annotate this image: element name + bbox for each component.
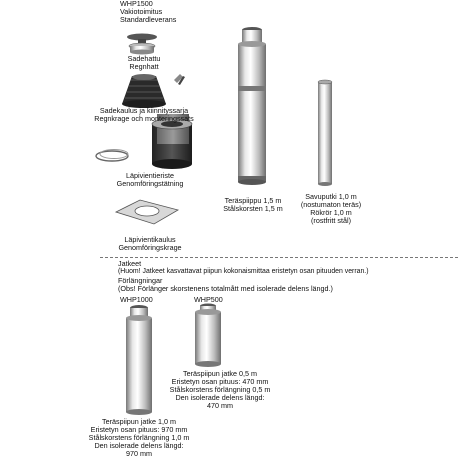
feedthrough-collar-illustration — [116, 200, 178, 224]
insulation-ring-illustration — [96, 150, 128, 162]
flue-pipe-1000-illustration — [318, 80, 332, 186]
standard-delivery-sv: Standardleverans — [120, 15, 177, 24]
whp1000-line-3: Stålskorstens förlängning 1,0 m — [88, 433, 190, 442]
whp500-line-4: Den isolerade delens längd: — [175, 393, 265, 402]
whp500-line-1: Teräspiipun jatke 0,5 m — [183, 369, 257, 378]
extensions-note-fi: (Huom! Jatkeet kasvattavat piipun kokonaismittaa eristetyn osan pituuden verran.) — [118, 268, 369, 275]
flue-pipe-label-fi: Savuputki 1,0 m — [305, 192, 357, 201]
feedthrough-seal-label-sv: Genomföringstätning — [116, 179, 184, 188]
flue-pipe-note-fi: (nostumaton teräs) — [300, 200, 362, 209]
extensions-note-sv: (Obs! Förlänger skorstenens totalmått med isolerade delens längd.) — [118, 284, 333, 293]
feedthrough-collar-label-sv: Genomföringskrage — [118, 243, 182, 252]
flue-pipe-label-sv: Rökrör 1,0 m — [310, 208, 352, 217]
whp1000-line-4: Den isolerade delens längd: — [94, 441, 184, 450]
section-divider — [100, 257, 458, 258]
steel-chimney-1500-illustration — [238, 27, 266, 185]
whp500-title: WHP500 — [194, 295, 223, 304]
whp1000-title: WHP1000 — [120, 295, 153, 304]
rain-cap-illustration — [127, 34, 157, 55]
whp1000-line-1: Teräspiipun jatke 1,0 m — [102, 417, 176, 426]
standard-delivery-fi: Vakiotoimitus — [120, 7, 163, 16]
extensions-heading-sv: Förlängningar — [118, 276, 163, 285]
rain-collar-illustration — [122, 74, 185, 108]
extensions-heading-fi: Jatkeet — [118, 259, 142, 268]
steel-chimney-label-fi: Teräspiippu 1,5 m — [224, 196, 282, 205]
rain-cap-label-fi: Sadehattu — [127, 54, 161, 63]
flue-pipe-note-sv: (rostfritt stål) — [311, 216, 351, 225]
whp1000-line-2: Eristetyn osan pituus: 970 mm — [90, 425, 188, 434]
whp1000-illustration — [126, 305, 152, 415]
whp1500-title: WHP1500 — [120, 0, 153, 8]
feedthrough-seal-label-fi: Läpivientieriste — [126, 171, 174, 180]
feedthrough-collar-label-fi: Läpivientikaulus — [124, 235, 176, 244]
rain-cap-label-sv: Regnhatt — [129, 62, 159, 71]
steel-chimney-label-sv: Stålskorsten 1,5 m — [223, 204, 283, 213]
whp1000-line-5: 970 mm — [126, 449, 152, 458]
whp500-illustration — [195, 304, 221, 368]
whp500-line-3: Stålskorstens förlängning 0,5 m — [169, 385, 271, 394]
whp500-line-2: Eristetyn osan pituus: 470 mm — [171, 377, 269, 386]
rain-collar-label-sv: Regnkrage och monteringssats — [94, 114, 194, 123]
rain-collar-label-fi: Sadekaulus ja kiinnityssarja — [99, 106, 189, 115]
whp500-line-5: 470 mm — [207, 401, 233, 410]
